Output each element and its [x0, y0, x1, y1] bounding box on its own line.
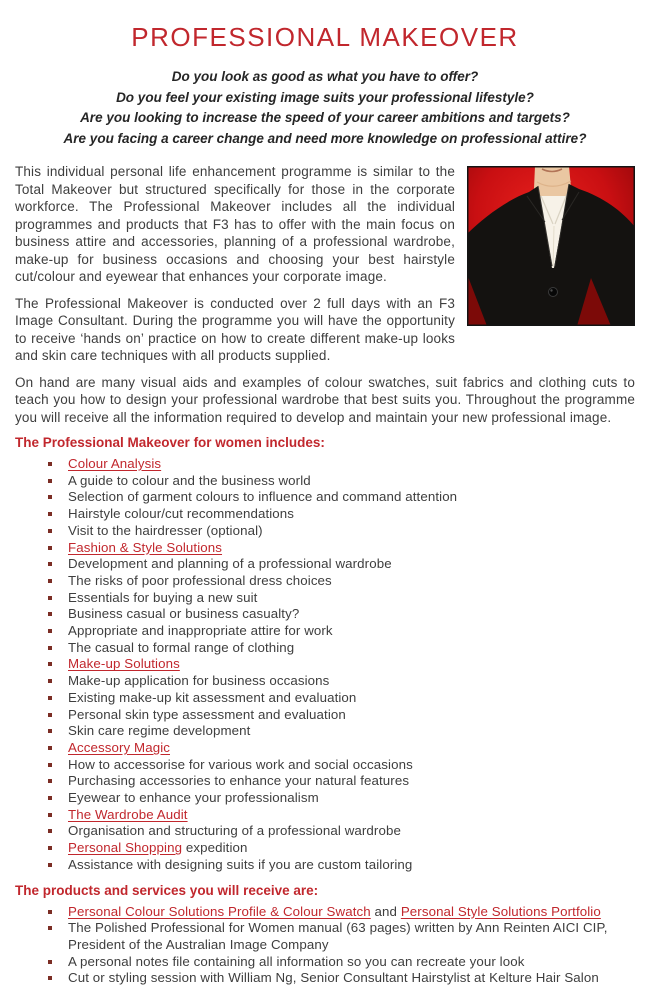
list-item: [48, 590, 635, 607]
list-item: [48, 573, 635, 590]
list-item: [48, 740, 635, 757]
list-item-text: A guide to colour and the business world: [68, 472, 311, 488]
list-item-text: The Polished Professional for Women manual (63 pages) written by Ann Reinten AICI CIP, President of the Australian Image Company: [68, 920, 608, 952]
list-item-text: The risks of poor professional dress choices: [68, 572, 332, 588]
list-item: [48, 473, 635, 490]
link-colour-analysis[interactable]: Colour Analysis: [68, 456, 162, 471]
list-item: [48, 640, 635, 657]
list-item: [48, 456, 635, 473]
list-item-text: Development and planning of a professional wardrobe: [68, 556, 392, 572]
list-item: [48, 757, 635, 774]
list-item-text: Make-up application for business occasions: [68, 673, 330, 689]
document-body: [15, 163, 635, 987]
list-item: [48, 673, 635, 690]
link-personal-shopping[interactable]: Personal Shopping: [68, 840, 183, 856]
list-item: [48, 954, 635, 971]
list-item-text: Essentials for buying a new suit: [68, 589, 258, 605]
list-item-text: Eyewear to enhance your professionalism: [68, 790, 319, 806]
intro-paragraph-2: The Professional Makeover is conducted over 2 full days with an F3 Image Consultant. During the programme you will have the opportunity to receive ‘hands on’ practice on how to create different make-up looks and skin care techniques with all products supplied.: [15, 295, 455, 363]
question-line: Are you facing a career change and need more knowledge on professional attire?: [63, 130, 587, 146]
list-item-text: How to accessorise for various work and social occasions: [68, 756, 413, 772]
includes-heading: The Professional Makeover for women includes:: [15, 435, 325, 450]
list-item: [48, 540, 635, 557]
question-line: Do you feel your existing image suits your professional lifestyle?: [116, 89, 534, 105]
intro-questions: [0, 67, 650, 149]
list-item-text: Business casual or business casualty?: [68, 606, 300, 622]
list-item: [48, 723, 635, 740]
photo-suit-button: [549, 288, 558, 297]
list-item-text: Cut or styling session with William Ng, Senior Consultant Hairstylist at Kelture Hair Salon: [68, 970, 599, 986]
list-item-text: Purchasing accessories to enhance your natural features: [68, 773, 410, 789]
link-the-wardrobe-audit[interactable]: The Wardrobe Audit: [68, 806, 188, 822]
list-item-text: Hairstyle colour/cut recommendations: [68, 506, 295, 522]
list-item: [48, 506, 635, 523]
intro-paragraph-1: This individual personal life enhancement programme is similar to the Total Makeover but structured specifically for those in the corporate workforce. The Professional Makeover includes all the individual programmes and products that F3 has to offer with the main focus on business attire and accessories, planning of a professional wardrobe, make-up for business occasions and choosing your best hairstyle cut/colour and eyewear that enhances your corporate image.: [15, 164, 455, 284]
products-heading: The products and services you will receive are:: [15, 882, 319, 898]
list-item: [48, 556, 635, 573]
list-item-text: Appropriate and inappropriate attire for work: [68, 623, 333, 639]
link-personal-style-solutions-portfolio[interactable]: Personal Style Solutions Portfolio: [400, 903, 601, 919]
list-item: [48, 606, 635, 623]
question-line: Are you looking to increase the speed of your career ambitions and targets?: [80, 110, 570, 125]
list-item: [48, 523, 635, 540]
list-item: [48, 904, 635, 921]
list-item: [48, 489, 635, 506]
link-accessory-magic[interactable]: Accessory Magic: [68, 739, 170, 755]
list-item: [48, 920, 635, 953]
products-list: [15, 904, 635, 988]
page-title: PROFESSIONAL MAKEOVER: [131, 22, 519, 52]
list-item-text: Skin care regime development: [68, 723, 251, 739]
list-item: [48, 773, 635, 790]
list-item: [48, 823, 635, 840]
list-item-text: Personal skin type assessment and evaluation: [68, 706, 346, 722]
list-item: [48, 840, 635, 857]
list-item: [48, 857, 635, 874]
list-item: [48, 623, 635, 640]
link-fashion-style-solutions[interactable]: Fashion & Style Solutions: [68, 539, 223, 555]
list-item-text: and: [370, 903, 401, 919]
link-make-up-solutions[interactable]: Make-up Solutions: [68, 656, 180, 672]
intro-paragraph-3: On hand are many visual aids and examples of colour swatches, suit fabrics and clothing cuts to teach you how to design your professional wardrobe that best suits you. Throughout the programme you will receive all the information required to develop and maintain your new professional image.: [15, 374, 635, 425]
list-item-text: Existing make-up kit assessment and evaluation: [68, 689, 357, 705]
list-item-text: Assistance with designing suits if you are custom tailoring: [68, 856, 413, 872]
intro-row: [15, 163, 635, 374]
list-item: [48, 690, 635, 707]
list-item: [48, 790, 635, 807]
list-item-text: Organisation and structuring of a professional wardrobe: [68, 823, 401, 839]
list-item: [48, 707, 635, 724]
list-item-text: Selection of garment colours to influence and command attention: [68, 489, 458, 505]
list-item-text: The casual to formal range of clothing: [68, 639, 295, 655]
list-item: [48, 807, 635, 824]
question-line: Do you look as good as what you have to offer?: [171, 69, 479, 84]
list-item: [48, 656, 635, 673]
list-item-text: A personal notes file containing all information so you can recreate your look: [68, 953, 525, 969]
link-personal-colour-solutions-profile-colour-swatch[interactable]: Personal Colour Solutions Profile & Colour Swatch: [68, 903, 371, 919]
list-item-text: Visit to the hairdresser (optional): [68, 522, 263, 538]
list-item: [48, 970, 635, 987]
list-item-text: expedition: [182, 840, 248, 856]
business-portrait-image: [467, 166, 635, 326]
business-portrait-graphic: [467, 166, 635, 326]
includes-list: [15, 456, 635, 874]
intro-text-column: [15, 163, 455, 374]
